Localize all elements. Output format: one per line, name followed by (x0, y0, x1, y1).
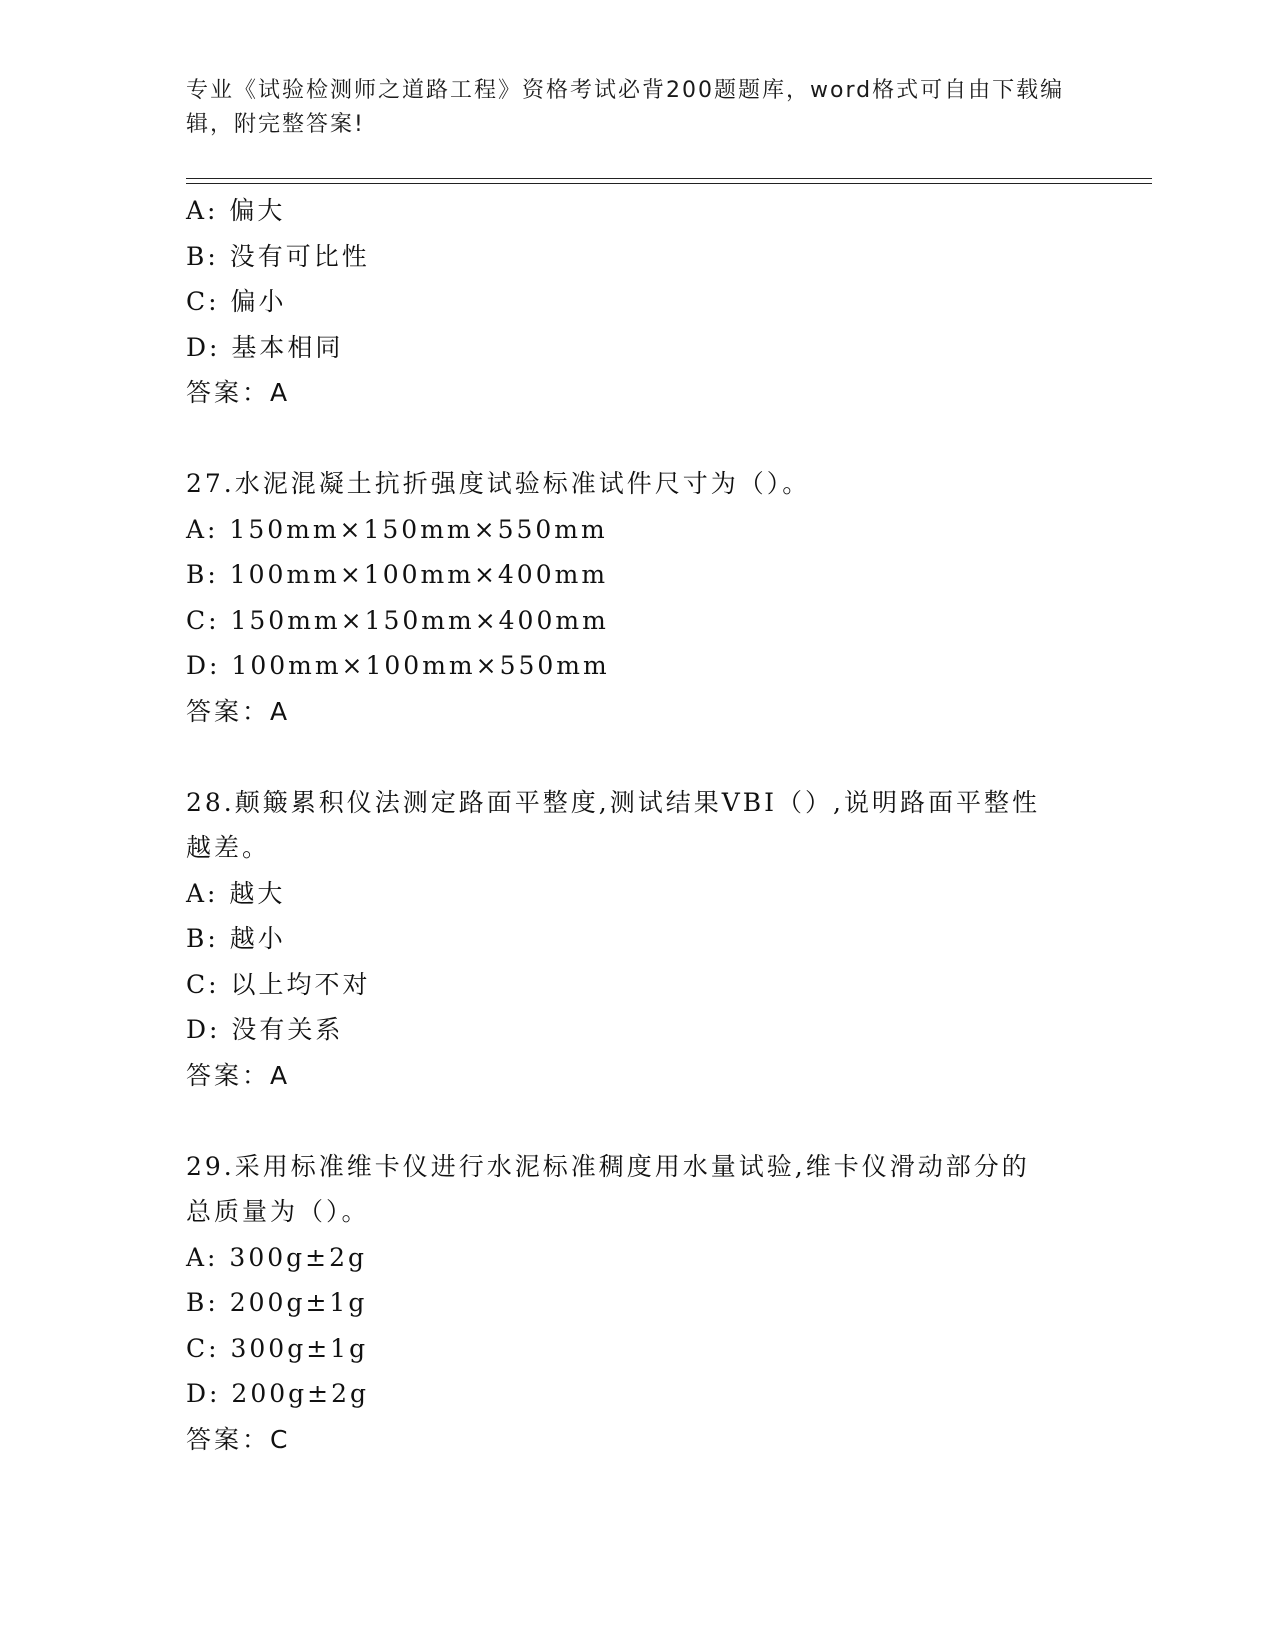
option-b: B: 没有可比性 (186, 241, 370, 271)
question-stem-continuation: 总质量为（）。 (186, 1197, 370, 1226)
question-spacer (186, 1098, 1086, 1144)
question-block (186, 461, 1086, 734)
header-rule-top (186, 178, 1152, 179)
question-list (186, 188, 1086, 1462)
answer-line: 答案：A (186, 1060, 291, 1090)
option-b: B: 100mm×100mm×400mm (186, 560, 609, 589)
question-stem: 28.颠簸累积仪法测定路面平整度,测试结果VBI（）,说明路面平整性 (186, 787, 1040, 817)
question-stem-continuation: 越差。 (186, 833, 271, 862)
option-d: D: 200g±2g (186, 1379, 369, 1408)
option-a: A: 300g±2g (186, 1242, 368, 1272)
option-a: A: 偏大 (186, 196, 286, 225)
option-c: C: 以上均不对 (186, 969, 371, 999)
option-a: A: 越大 (186, 878, 286, 908)
answer-line: 答案：A (186, 696, 291, 726)
question-block (186, 188, 1086, 416)
question-block (186, 1144, 1086, 1463)
option-a: A: 150mm×150mm×550mm (186, 514, 608, 544)
question-spacer (186, 734, 1086, 780)
option-c: C: 偏小 (186, 287, 287, 316)
question-spacer (186, 416, 1086, 462)
document-header: 专业《试验检测师之道路工程》资格考试必背200题题库，word格式可自由下载编辑，附完整答案! (186, 78, 1065, 137)
question-stem: 29.采用标准维卡仪进行水泥标准稠度用水量试验,维卡仪滑动部分的 (186, 1151, 1030, 1181)
question-stem: 27.水泥混凝土抗折强度试验标准试件尺寸为（）。 (186, 469, 811, 498)
question-block (186, 780, 1086, 1099)
option-d: D: 基本相同 (186, 332, 344, 362)
option-d: D: 没有关系 (186, 1015, 344, 1044)
header-rule-bottom (186, 183, 1152, 184)
option-c: C: 300g±1g (186, 1333, 369, 1363)
answer-line: 答案：A (186, 378, 291, 407)
option-b: B: 越小 (186, 924, 286, 953)
option-c: C: 150mm×150mm×400mm (186, 605, 609, 635)
option-d: D: 100mm×100mm×550mm (186, 651, 610, 680)
option-b: B: 200g±1g (186, 1288, 368, 1317)
answer-line: 答案：C (186, 1424, 291, 1454)
